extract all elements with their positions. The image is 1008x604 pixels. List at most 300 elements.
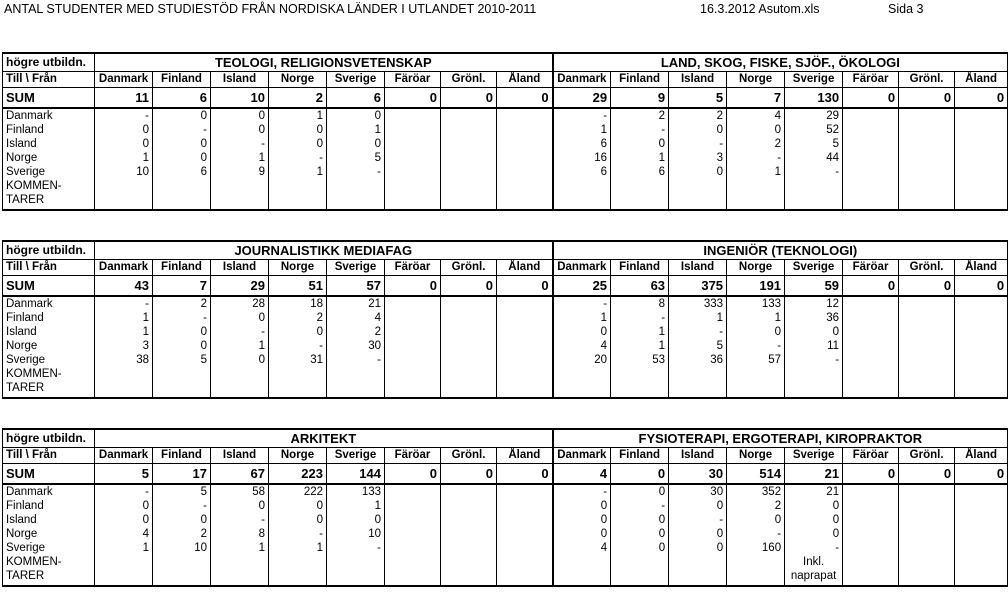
column-header: Grönl. [441, 72, 497, 88]
column-header: Åland [497, 448, 553, 464]
empty-cell [497, 367, 553, 398]
sum-cell: 0 [899, 276, 955, 297]
table-cell: 4 [553, 541, 611, 555]
table-row [3, 527, 1008, 541]
table-cell [955, 137, 1008, 151]
section-title-left: TEOLOGI, RELIGIONSVETENSKAP [95, 53, 553, 72]
table-cell [955, 311, 1008, 325]
table-cell [441, 499, 497, 513]
column-header: Island [211, 72, 269, 88]
empty-cell [269, 367, 327, 398]
table-row [3, 339, 1008, 353]
column-header: Island [211, 260, 269, 276]
column-header: Färöar [385, 448, 441, 464]
table-cell: 0 [327, 513, 385, 527]
table-cell: 0 [95, 499, 153, 513]
higher-education-label: högre utbildn. [3, 53, 95, 72]
table-cell [843, 527, 899, 541]
empty-cell [553, 367, 611, 398]
table-cell [441, 296, 497, 311]
column-header: Sverige [785, 72, 843, 88]
empty-cell [553, 555, 611, 586]
empty-cell [95, 367, 153, 398]
table-cell [843, 123, 899, 137]
column-header: Sverige [327, 72, 385, 88]
table-cell [899, 311, 955, 325]
table-row [3, 513, 1008, 527]
table-cell: 0 [95, 137, 153, 151]
column-header: Grönl. [899, 260, 955, 276]
table-cell: 58 [211, 484, 269, 499]
column-header: Danmark [95, 260, 153, 276]
table-cell: 57 [727, 353, 785, 367]
table-cell [441, 353, 497, 367]
comments-label: KOMMEN-TARER [3, 555, 95, 586]
page-number: Sida 3 [888, 2, 924, 16]
table-cell [955, 108, 1008, 123]
table-cell [843, 339, 899, 353]
table-cell [843, 296, 899, 311]
till-fran-label: Till \ Från [3, 260, 95, 276]
empty-cell [843, 367, 899, 398]
empty-cell [611, 179, 669, 210]
table-cell: 1 [95, 151, 153, 165]
sum-cell: 0 [955, 276, 1008, 297]
sum-cell: 29 [553, 88, 611, 109]
table-cell [899, 541, 955, 555]
table-cell: 0 [727, 325, 785, 339]
table-cell [899, 513, 955, 527]
comment-note [785, 179, 843, 210]
table-cell [955, 541, 1008, 555]
table-cell: 1 [269, 165, 327, 179]
table-cell [955, 499, 1008, 513]
table-cell [441, 137, 497, 151]
sum-cell: 0 [843, 88, 899, 109]
table-cell: 2 [611, 108, 669, 123]
table-cell [385, 339, 441, 353]
table-cell: 0 [211, 108, 269, 123]
sum-cell: 0 [899, 464, 955, 485]
table-cell: 0 [211, 311, 269, 325]
table-cell: 0 [95, 513, 153, 527]
table-cell [843, 151, 899, 165]
table-cell: 1 [611, 151, 669, 165]
table-cell [899, 137, 955, 151]
sum-cell: 2 [269, 88, 327, 109]
table-cell: 0 [269, 513, 327, 527]
table-cell: 160 [727, 541, 785, 555]
table-cell: 0 [153, 339, 211, 353]
table-cell [385, 296, 441, 311]
table-cell: 18 [269, 296, 327, 311]
table-cell: 1 [327, 123, 385, 137]
table-cell: - [553, 484, 611, 499]
empty-cell [669, 179, 727, 210]
table-cell: 30 [669, 484, 727, 499]
sum-cell: 57 [327, 276, 385, 297]
column-header: Färöar [843, 260, 899, 276]
table-cell [899, 165, 955, 179]
table-cell: 0 [611, 137, 669, 151]
table-cell [441, 527, 497, 541]
table-cell [899, 296, 955, 311]
empty-cell [327, 179, 385, 210]
column-header: Danmark [553, 260, 611, 276]
table-cell: 12 [785, 296, 843, 311]
table-cell: 0 [669, 541, 727, 555]
table-cell [497, 108, 553, 123]
table-row [3, 484, 1008, 499]
table-row [3, 108, 1008, 123]
empty-cell [669, 555, 727, 586]
table-cell: - [327, 353, 385, 367]
section-title-right: LAND, SKOG, FISKE, SJÖF., ÖKOLOGI [553, 53, 1008, 72]
table-cell: 38 [95, 353, 153, 367]
column-header: Island [669, 72, 727, 88]
comments-label: KOMMEN-TARER [3, 179, 95, 210]
table-cell: 10 [327, 527, 385, 541]
table-cell [955, 527, 1008, 541]
table-cell: 133 [727, 296, 785, 311]
empty-cell [385, 555, 441, 586]
empty-cell [611, 555, 669, 586]
sum-cell: 0 [441, 276, 497, 297]
data-table-block [2, 52, 1008, 211]
sum-cell: 4 [553, 464, 611, 485]
data-table-block [2, 240, 1008, 399]
column-header: Island [211, 448, 269, 464]
empty-cell [327, 367, 385, 398]
table-cell [441, 513, 497, 527]
table-cell: 133 [327, 484, 385, 499]
table-cell: 0 [153, 137, 211, 151]
table-cell: 0 [611, 527, 669, 541]
table-cell [955, 339, 1008, 353]
table-cell [441, 151, 497, 165]
column-header: Finland [153, 260, 211, 276]
sum-cell: 25 [553, 276, 611, 297]
row-label: Sverige [3, 165, 95, 179]
table-cell: 0 [611, 484, 669, 499]
sum-cell: 7 [153, 276, 211, 297]
sum-cell: 375 [669, 276, 727, 297]
table-cell [497, 311, 553, 325]
table-cell: 0 [269, 499, 327, 513]
sum-cell: 59 [785, 276, 843, 297]
table-cell: 1 [95, 541, 153, 555]
table-cell [955, 513, 1008, 527]
table-cell: - [153, 499, 211, 513]
column-header: Finland [611, 72, 669, 88]
table-row [3, 296, 1008, 311]
empty-cell [553, 179, 611, 210]
table-row [3, 311, 1008, 325]
table-cell [385, 325, 441, 339]
sum-cell: 21 [785, 464, 843, 485]
table-cell: - [669, 325, 727, 339]
column-header: Åland [955, 448, 1008, 464]
table-cell [899, 484, 955, 499]
table-cell [955, 353, 1008, 367]
table-cell: 5 [785, 137, 843, 151]
empty-cell [153, 179, 211, 210]
table-cell [441, 484, 497, 499]
sum-cell: 5 [95, 464, 153, 485]
table-cell: 0 [785, 513, 843, 527]
table-cell: - [669, 513, 727, 527]
table-cell: 0 [669, 123, 727, 137]
table-cell: 1 [553, 311, 611, 325]
table-cell [385, 541, 441, 555]
sum-cell: 30 [669, 464, 727, 485]
table-cell: - [727, 339, 785, 353]
sum-cell: 0 [497, 276, 553, 297]
table-cell [497, 325, 553, 339]
column-header: Grönl. [441, 448, 497, 464]
table-cell: - [785, 165, 843, 179]
sum-cell: 6 [327, 88, 385, 109]
row-label: Norge [3, 527, 95, 541]
sum-cell: 63 [611, 276, 669, 297]
table-cell: - [211, 137, 269, 151]
row-label: Danmark [3, 296, 95, 311]
sum-label: SUM [3, 88, 95, 109]
column-header: Färöar [843, 72, 899, 88]
sum-cell: 0 [843, 464, 899, 485]
row-label: Norge [3, 151, 95, 165]
table-cell: - [611, 311, 669, 325]
table-cell [385, 108, 441, 123]
table-cell: 53 [611, 353, 669, 367]
table-cell: 2 [153, 527, 211, 541]
section-title-right: FYSIOTERAPI, ERGOTERAPI, KIROPRAKTOR [553, 429, 1008, 448]
table-cell [497, 541, 553, 555]
empty-cell [441, 367, 497, 398]
table-cell: 5 [327, 151, 385, 165]
table-cell [441, 123, 497, 137]
empty-cell [611, 367, 669, 398]
sum-cell: 0 [385, 88, 441, 109]
sum-cell: 223 [269, 464, 327, 485]
table-cell: 0 [269, 325, 327, 339]
table-cell: 28 [211, 296, 269, 311]
table-cell: 333 [669, 296, 727, 311]
table-cell: 21 [327, 296, 385, 311]
column-header: Åland [497, 260, 553, 276]
empty-cell [727, 555, 785, 586]
file-info: 16.3.2012 Asutom.xls [700, 2, 820, 16]
table-cell: 5 [153, 353, 211, 367]
sum-cell: 0 [955, 88, 1008, 109]
column-header: Norge [727, 260, 785, 276]
table-cell: - [727, 527, 785, 541]
table-cell [955, 151, 1008, 165]
table-cell: - [211, 325, 269, 339]
sum-cell: 6 [153, 88, 211, 109]
table-cell: 5 [669, 339, 727, 353]
table-cell: 0 [611, 541, 669, 555]
column-header: Grönl. [441, 260, 497, 276]
table-cell: 3 [669, 151, 727, 165]
sum-cell: 0 [955, 464, 1008, 485]
table-cell: 0 [153, 108, 211, 123]
empty-cell [843, 555, 899, 586]
data-table-block [2, 428, 1008, 587]
sum-cell: 144 [327, 464, 385, 485]
table-cell [497, 513, 553, 527]
empty-cell [727, 367, 785, 398]
column-header: Island [669, 448, 727, 464]
table-cell: 5 [153, 484, 211, 499]
table-cell: 0 [211, 499, 269, 513]
table-cell: 1 [211, 339, 269, 353]
table-cell: 0 [269, 123, 327, 137]
table-cell: 4 [95, 527, 153, 541]
sum-cell: 0 [497, 464, 553, 485]
table-cell: 0 [785, 499, 843, 513]
table-cell [385, 513, 441, 527]
sum-cell: 0 [497, 88, 553, 109]
empty-cell [727, 179, 785, 210]
empty-cell [327, 555, 385, 586]
empty-cell [899, 367, 955, 398]
empty-cell [211, 555, 269, 586]
empty-cell [269, 555, 327, 586]
column-header: Norge [269, 72, 327, 88]
empty-cell [441, 555, 497, 586]
column-header: Norge [727, 448, 785, 464]
table-cell: 31 [269, 353, 327, 367]
empty-cell [95, 179, 153, 210]
table-row [3, 137, 1008, 151]
column-header: Färöar [843, 448, 899, 464]
till-fran-label: Till \ Från [3, 448, 95, 464]
table-cell: 0 [327, 137, 385, 151]
table-cell [843, 484, 899, 499]
empty-cell [153, 367, 211, 398]
empty-cell [269, 179, 327, 210]
column-header: Danmark [95, 72, 153, 88]
sum-cell: 43 [95, 276, 153, 297]
table-cell [497, 137, 553, 151]
table-cell: 0 [669, 527, 727, 541]
sum-cell: 0 [385, 276, 441, 297]
table-cell [385, 484, 441, 499]
table-cell: 6 [553, 137, 611, 151]
table-cell [497, 499, 553, 513]
table-cell: - [727, 151, 785, 165]
table-cell: 6 [553, 165, 611, 179]
table-cell: 0 [727, 123, 785, 137]
column-header: Sverige [327, 448, 385, 464]
empty-cell [899, 555, 955, 586]
table-cell: 4 [553, 339, 611, 353]
section-title-right: INGENIÖR (TEKNOLOGI) [553, 241, 1008, 260]
table-cell [497, 339, 553, 353]
column-header: Danmark [553, 72, 611, 88]
table-cell [843, 353, 899, 367]
table-cell [899, 353, 955, 367]
column-header: Danmark [95, 448, 153, 464]
table-row [3, 499, 1008, 513]
row-label: Finland [3, 123, 95, 137]
sum-cell: 51 [269, 276, 327, 297]
table-cell: 2 [327, 325, 385, 339]
table-cell [385, 527, 441, 541]
table-cell: - [785, 541, 843, 555]
table-cell: - [269, 339, 327, 353]
table-cell: 8 [211, 527, 269, 541]
row-label: Sverige [3, 353, 95, 367]
table-cell: 4 [327, 311, 385, 325]
table-row [3, 353, 1008, 367]
empty-cell [153, 555, 211, 586]
table-cell [441, 339, 497, 353]
table-cell: 1 [327, 499, 385, 513]
table-cell: 10 [95, 165, 153, 179]
higher-education-label: högre utbildn. [3, 429, 95, 448]
table-row [3, 151, 1008, 165]
sum-cell: 191 [727, 276, 785, 297]
sum-cell: 0 [441, 88, 497, 109]
table-cell: - [269, 527, 327, 541]
table-cell: 0 [553, 499, 611, 513]
row-label: Danmark [3, 484, 95, 499]
table-cell: 1 [669, 311, 727, 325]
table-cell [497, 527, 553, 541]
table-cell: - [327, 165, 385, 179]
table-cell: 0 [153, 513, 211, 527]
table-cell [899, 151, 955, 165]
sum-cell: 7 [727, 88, 785, 109]
sum-cell: 5 [669, 88, 727, 109]
table-cell [955, 296, 1008, 311]
column-header: Danmark [553, 448, 611, 464]
sum-label: SUM [3, 276, 95, 297]
column-header: Sverige [785, 260, 843, 276]
table-cell [955, 484, 1008, 499]
table-cell [843, 137, 899, 151]
table-cell: 1 [553, 123, 611, 137]
column-header: Åland [497, 72, 553, 88]
till-fran-label: Till \ Från [3, 72, 95, 88]
table-cell: 6 [611, 165, 669, 179]
table-cell: 20 [553, 353, 611, 367]
table-cell: 1 [269, 541, 327, 555]
table-cell [955, 325, 1008, 339]
section-title-left: ARKITEKT [95, 429, 553, 448]
table-cell [441, 311, 497, 325]
empty-cell [955, 555, 1008, 586]
table-cell [385, 499, 441, 513]
table-cell: 1 [211, 151, 269, 165]
sum-cell: 9 [611, 88, 669, 109]
sum-cell: 0 [611, 464, 669, 485]
table-cell: 1 [95, 325, 153, 339]
table-cell [497, 484, 553, 499]
table-row [3, 541, 1008, 555]
sum-cell: 11 [95, 88, 153, 109]
table-cell: 0 [785, 325, 843, 339]
table-cell [843, 325, 899, 339]
table-cell [497, 296, 553, 311]
sum-cell: 0 [441, 464, 497, 485]
table-cell: 0 [611, 513, 669, 527]
column-header: Sverige [785, 448, 843, 464]
table-cell [385, 137, 441, 151]
table-cell: 1 [211, 541, 269, 555]
